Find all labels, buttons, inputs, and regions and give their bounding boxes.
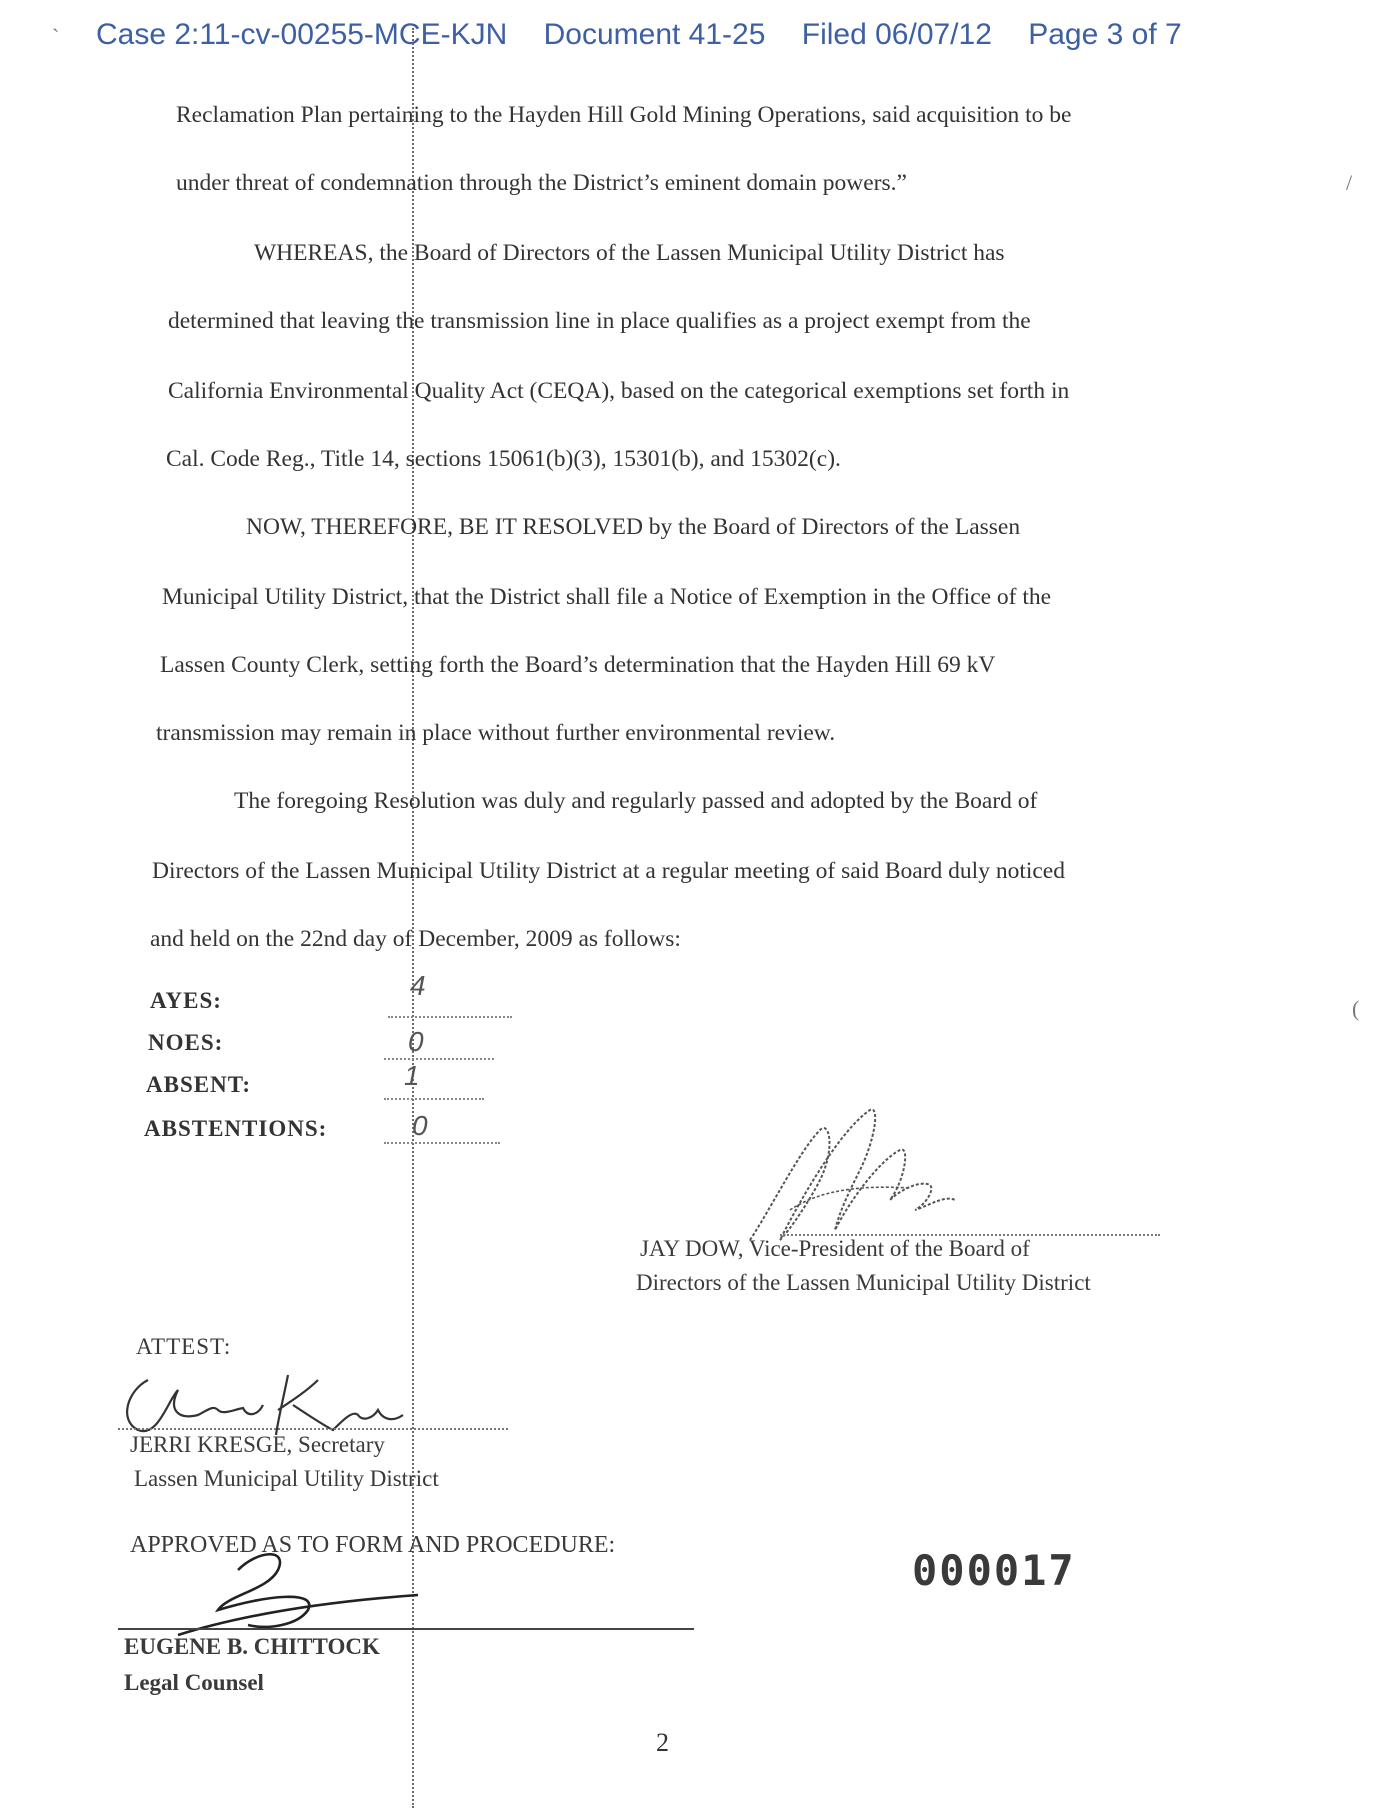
secretary-org: Lassen Municipal Utility District (134, 1466, 439, 1491)
page-number: 2 (656, 1728, 669, 1757)
filed-date: Filed 06/07/12 (801, 18, 992, 51)
signature-line (118, 1628, 694, 1630)
signature-line (118, 1428, 508, 1430)
body-line: Reclamation Plan pertaining to the Hayden Hill Gold Mining Operations, said acquisition to be (176, 102, 1072, 128)
vote-label-absent: ABSENT: (146, 1072, 251, 1097)
body-line: WHEREAS, the Board of Directors of the Lassen Municipal Utility District has (254, 240, 1005, 266)
signatory-line-2: Directors of the Lassen Municipal Utility District (636, 1270, 1091, 1295)
scan-speck: ` (52, 24, 60, 49)
page-count: Page 3 of 7 (1028, 18, 1182, 51)
vote-label-abstentions: ABSTENTIONS: (144, 1116, 328, 1141)
vote-label-noes: NOES: (148, 1030, 224, 1055)
counsel-title: Legal Counsel (124, 1670, 264, 1695)
body-line: determined that leaving the transmission line in place qualifies as a project exempt from the (168, 308, 1031, 334)
body-line: Cal. Code Reg., Title 14, sections 15061(b)(3), 15301(b), and 15302(c). (166, 446, 841, 472)
signatory-line-1: JAY DOW, Vice-President of the Board of (640, 1236, 1030, 1261)
bates-stamp: 000017 (912, 1546, 1076, 1595)
body-line: and held on the 22nd day of December, 2009 as follows: (150, 926, 681, 952)
vote-value-absent: 1 (404, 1060, 420, 1091)
body-line: under threat of condemnation through the District’s eminent domain powers.” (176, 170, 907, 196)
scan-speck: / (1346, 170, 1353, 195)
vote-value-noes: 0 (408, 1026, 424, 1057)
vote-line (388, 1016, 512, 1018)
body-line: The foregoing Resolution was duly and regularly passed and adopted by the Board of (234, 788, 1038, 814)
vote-line (384, 1098, 484, 1100)
ecf-header (96, 18, 1286, 52)
vote-line (384, 1142, 500, 1144)
case-number: Case 2:11-cv-00255-MCE-KJN (96, 18, 508, 51)
document-number: Document 41-25 (543, 18, 766, 51)
body-line: California Environmental Quality Act (CEQA), based on the categorical exemptions set forth in (168, 378, 1070, 404)
approval-label: APPROVED AS TO FORM AND PROCEDURE: (130, 1532, 616, 1558)
body-line: Directors of the Lassen Municipal Utility District at a regular meeting of said Board duly noticed (152, 858, 1065, 884)
counsel-signature (118, 1540, 438, 1640)
body-line: NOW, THEREFORE, BE IT RESOLVED by the Board of Directors of the Lassen (246, 514, 1021, 540)
vote-line (384, 1058, 494, 1060)
vote-value-ayes: 4 (410, 970, 426, 1001)
secretary-name: JERRI KRESGE, Secretary (130, 1432, 385, 1457)
body-line: transmission may remain in place without further environmental review. (156, 720, 836, 746)
attest-label: ATTEST: (136, 1334, 232, 1359)
vote-value-abstentions: 0 (412, 1110, 428, 1141)
vote-label-ayes: AYES: (150, 988, 222, 1013)
counsel-name: EUGENE B. CHITTOCK (124, 1634, 380, 1659)
body-line: Municipal Utility District, that the District shall file a Notice of Exemption in the Office of the (162, 584, 1052, 610)
body-line: Lassen County Clerk, setting forth the Board’s determination that the Hayden Hill 69 kV (160, 652, 996, 678)
scan-speck: ( (1352, 996, 1360, 1021)
